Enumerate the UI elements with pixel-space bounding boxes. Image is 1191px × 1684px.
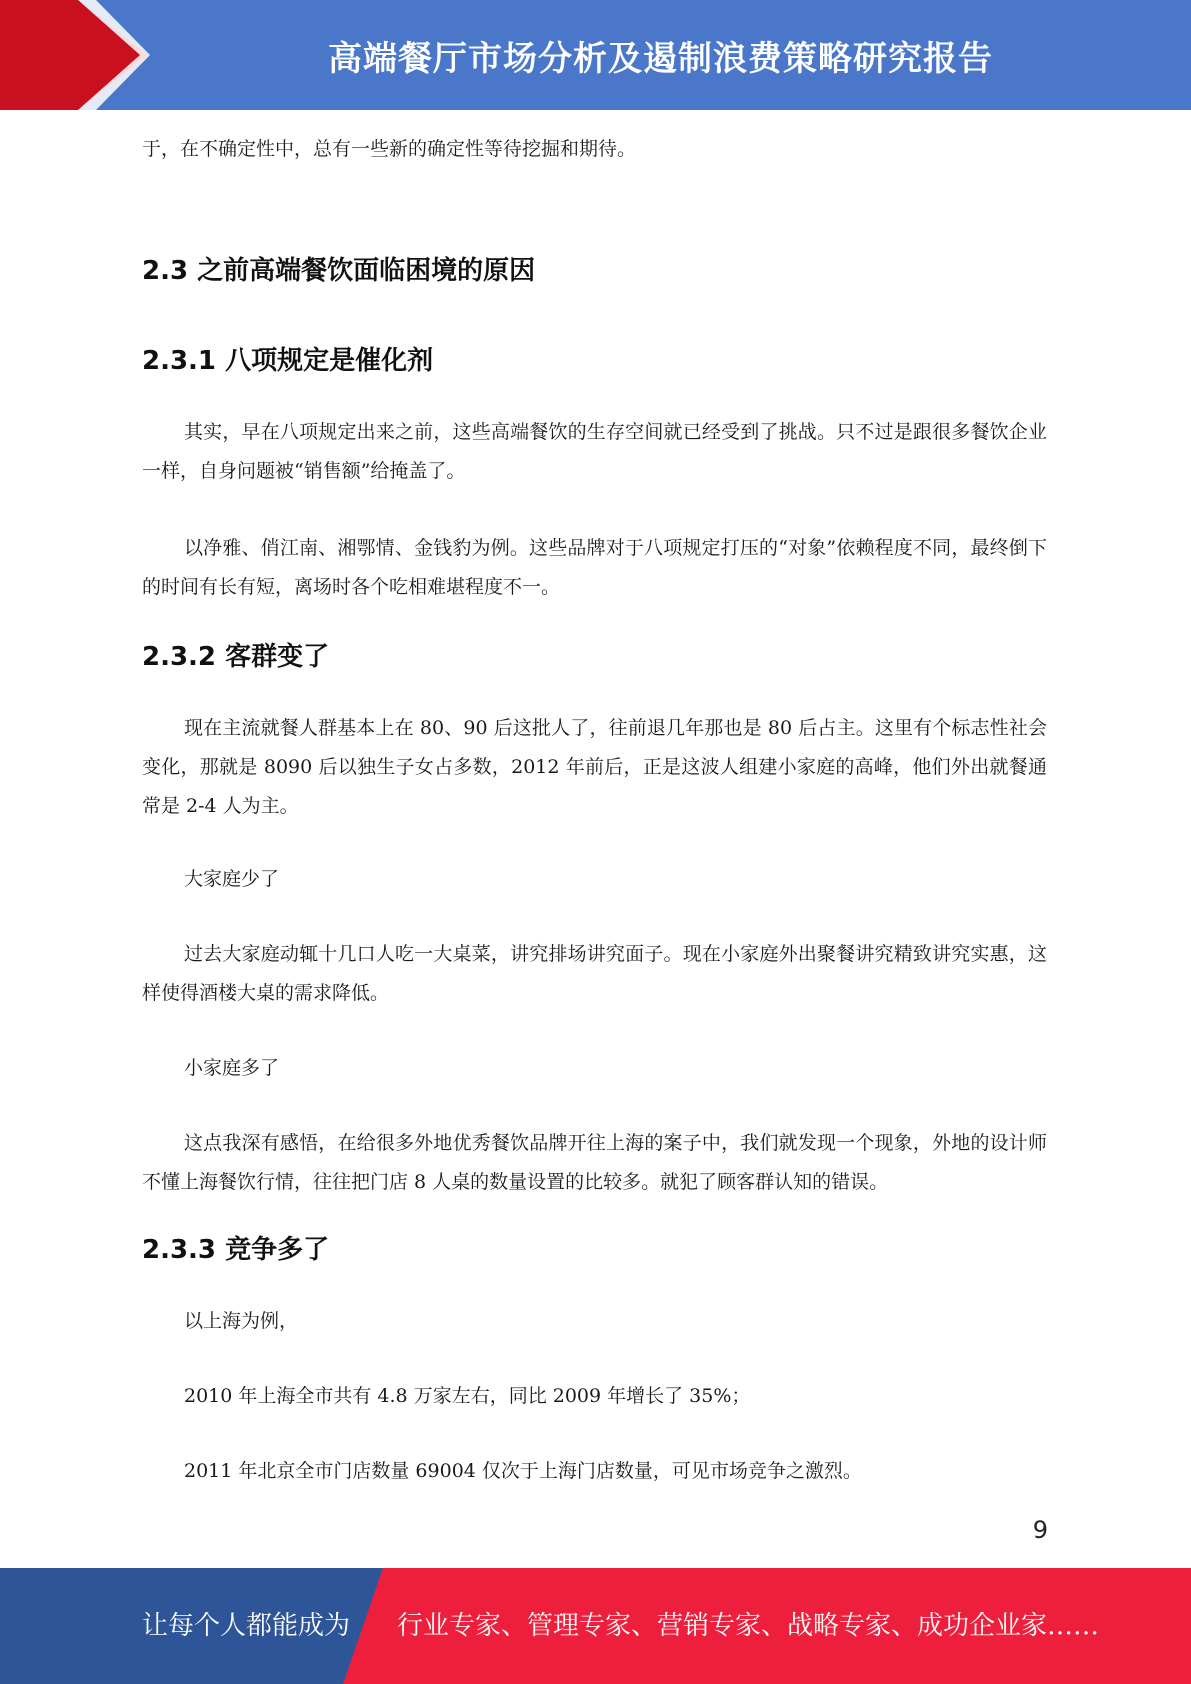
page-footer: [0, 1568, 1191, 1684]
header-chevron-icon: [0, 0, 150, 110]
section-heading-2-3-3: 2.3.3 竞争多了: [142, 1235, 330, 1265]
paragraph: 大家庭少了: [184, 868, 280, 890]
footer-slogan-right: 行业专家、管理专家、营销专家、战略专家、成功企业家……: [397, 1611, 1100, 1641]
paragraph: 这点我深有感悟，在给很多外地优秀餐饮品牌开往上海的案子中，我们就发现一个现象，外地的设计师不懂上海餐饮行情，往往把门店 8 人桌的数量设置的比较多。就犯了顾客群认知的错误。: [142, 1132, 1047, 1193]
header-title: 高端餐厅市场分析及遏制浪费策略研究报告: [328, 38, 993, 79]
paragraph: 过去大家庭动辄十几口人吃一大桌菜，讲究排场讲究面子。现在小家庭外出聚餐讲究精致讲究实惠，这样使得酒楼大桌的需求降低。: [142, 943, 1047, 1004]
paragraph: 以上海为例，: [184, 1310, 299, 1332]
footer-slogan-left: 让每个人都能成为: [142, 1611, 351, 1641]
paragraph: 小家庭多了: [184, 1057, 280, 1079]
paragraph: 2011 年北京全市门店数量 69004 仅次于上海门店数量，可见市场竞争之激烈。: [184, 1460, 862, 1482]
section-heading-2-3: 2.3 之前高端餐饮面临困境的原因: [142, 256, 536, 286]
paragraph: 以净雅、俏江南、湘鄂情、金钱豹为例。这些品牌对于八项规定打压的“对象”依赖程度不同，最终倒下的时间有长有短，离场时各个吃相难堪程度不一。: [142, 537, 1047, 598]
paragraph: 2010 年上海全市共有 4.8 万家左右，同比 2009 年增长了 35%；: [184, 1385, 751, 1407]
section-heading-2-3-2: 2.3.2 客群变了: [142, 642, 330, 672]
document-body: [142, 130, 1047, 1491]
paragraph-intro: 于，在不确定性中，总有一些新的确定性等待挖掘和期待。: [142, 138, 637, 160]
page-number: 9: [1032, 1516, 1048, 1544]
paragraph: 其实，早在八项规定出来之前，这些高端餐饮的生存空间就已经受到了挑战。只不过是跟很多餐饮企业一样，自身问题被“销售额”给掩盖了。: [142, 421, 1047, 482]
paragraph: 现在主流就餐人群基本上在 80、90 后这批人了，往前退几年那也是 80 后占主。这里有个标志性社会变化，那就是 8090 后以独生子女占多数，2012 年前后，正是这波人组建小家庭的高峰，他们外出就餐通常是 2-4 人为主。: [142, 717, 1047, 817]
section-heading-2-3-1: 2.3.1 八项规定是催化剂: [142, 346, 434, 376]
page-header: [0, 0, 1191, 110]
